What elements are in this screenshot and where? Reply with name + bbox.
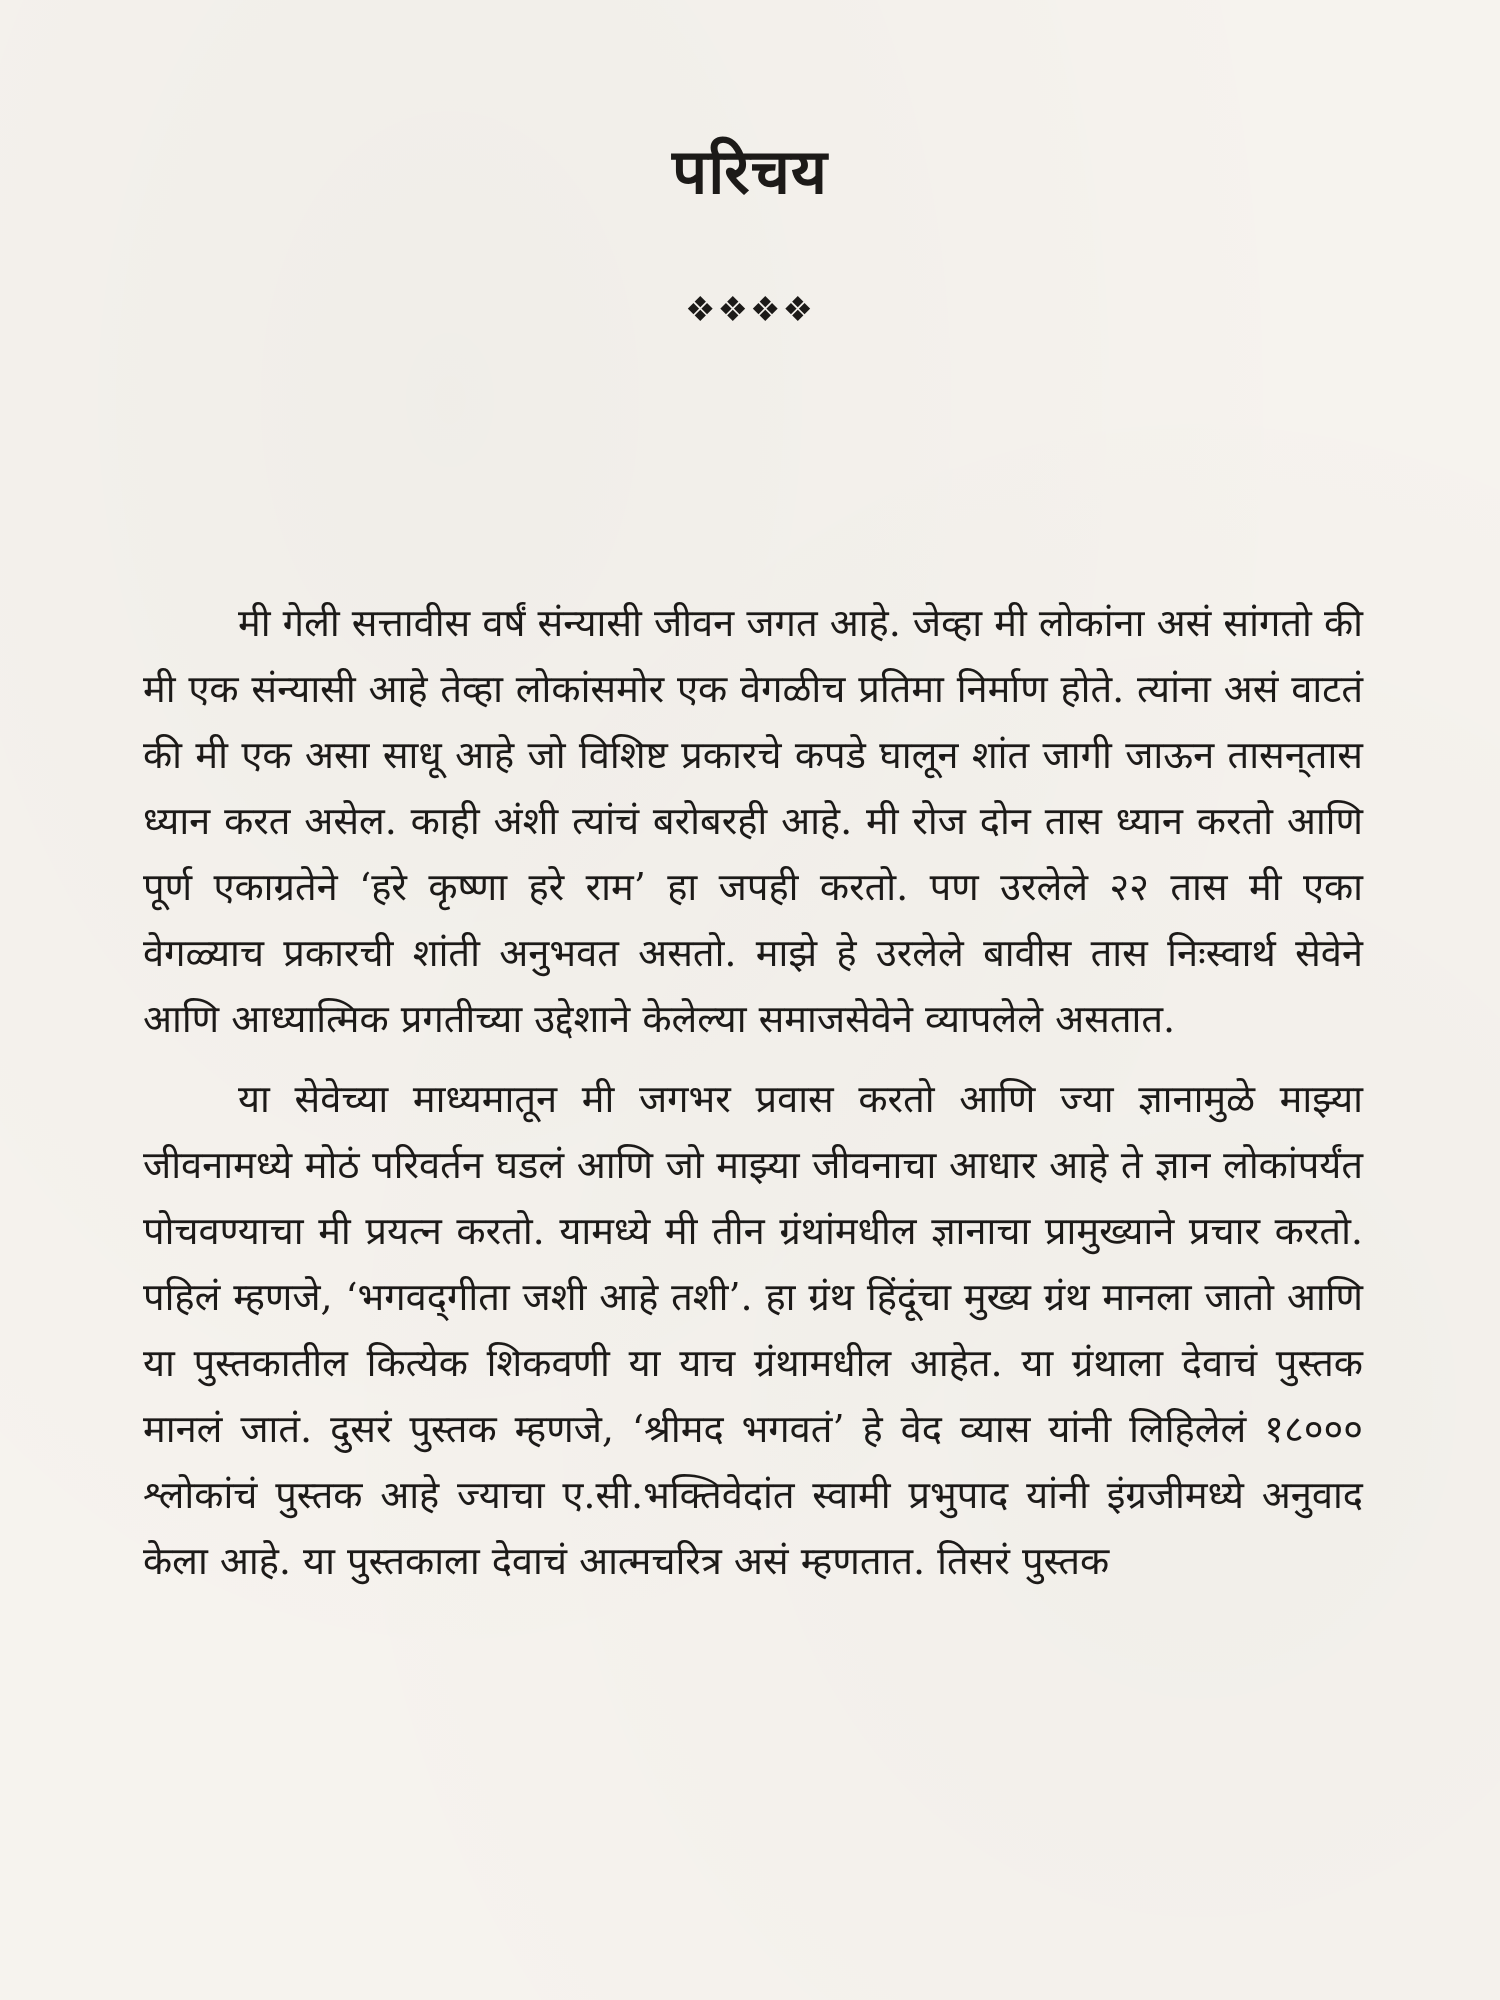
paragraph: मी गेली सत्तावीस वर्षं संन्यासी जीवन जगत आहे. जेव्हा मी लोकांना असं सांगतो की मी एक संन्यासी आहे तेव्हा लोकांसमोर एक वेगळीच प्रतिमा निर्माण होते. त्यांना असं वाटतं की मी एक असा साधू आहे जो विशिष्ट प्रकारचे कपडे घालून शांत जागी जाऊन तासन्‌तास ध्यान करत असेल. काही अंशी त्यांचं बरोबरही आहे. मी रोज दोन तास ध्यान करतो आणि पूर्ण एकाग्रतेने ‘हरे कृष्णा हरे राम’ हा जपही करतो. पण उरलेले २२ तास मी एका वेगळ्याच प्रकारची शांती अनुभवत असतो. माझे हे उरलेले बावीस तास निःस्वार्थ सेवेने आणि आध्यात्मिक प्रगतीच्या उद्देशाने केलेल्या समाजसेवेने व्यापलेले असतात. xyxy=(143,601,1363,1041)
body-text xyxy=(143,590,1363,1608)
ornament-divider: ❖❖❖❖ xyxy=(685,290,815,330)
paragraph: या सेवेच्या माध्यमातून मी जगभर प्रवास करतो आणि ज्या ज्ञानामुळे माझ्या जीवनामध्ये मोठं परिवर्तन घडलं आणि जो माझ्या जीवनाचा आधार आहे ते ज्ञान लोकांपर्यंत पोचवण्याचा मी प्रयत्न करतो. यामध्ये मी तीन ग्रंथांमधील ज्ञानाचा प्रामुख्याने प्रचार करतो. पहिलं म्हणजे, ‘भगवद्‌गीता जशी आहे तशी’. हा ग्रंथ हिंदूंचा मुख्य ग्रंथ मानला जातो आणि या पुस्तकातील कित्येक शिकवणी या याच ग्रंथामधील आहेत. या ग्रंथाला देवाचं पुस्तक मानलं जातं. दुसरं पुस्तक म्हणजे, ‘श्रीमद भगवतं’ हे वेद व्यास यांनी लिहिलेलं १८००० श्लोकांचं पुस्तक आहे ज्याचा ए.सी.भक्तिवेदांत स्वामी प्रभुपाद यांनी इंग्रजीमध्ये अनुवाद केला आहे. या पुस्तकाला देवाचं आत्मचरित्र असं म्हणतात. तिसरं पुस्तक xyxy=(143,1077,1363,1583)
chapter-title: परिचय xyxy=(672,135,828,208)
